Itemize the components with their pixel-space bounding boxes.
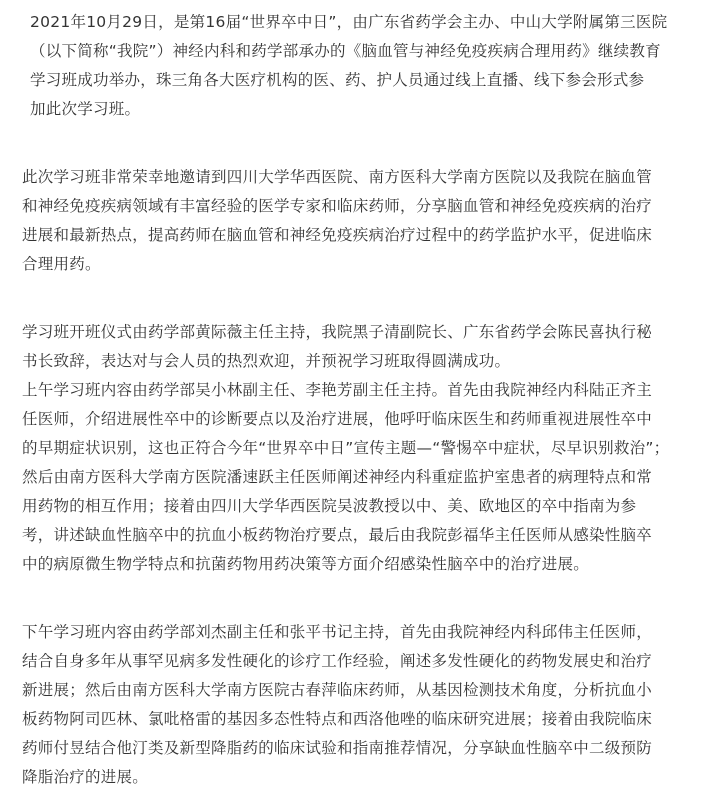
text-line: 用药物的相互作用；接着由四川大学华西医院吴波教授以中、美、欧地区的卒中指南为参 — [22, 497, 637, 515]
text-line: 和神经免疫疾病领域有丰富经验的医学专家和临床药师，分享脑血管和神经免疫疾病的治疗 — [22, 197, 653, 215]
text-line: 合理用药。 — [22, 255, 101, 273]
text-line: 板药物阿司匹林、氯吡格雷的基因多态性特点和西洛他唑的临床研究进展；接着由我院临床 — [22, 710, 653, 728]
text-line: 加此次学习班。 — [30, 100, 141, 118]
text-line: 上午学习班内容由药学部吴小林副主任、李艳芳副主任主持。首先由我院神经内科陆正齐主 — [22, 381, 653, 399]
text-line: 药师付昱结合他汀类及新型降脂药的临床试验和指南推荐情况，分享缺血性脑卒中二级预防 — [22, 739, 653, 757]
text-line: 任医师，介绍进展性卒中的诊断要点以及治疗进展，他呼吁临床医生和药师重视进展性卒中 — [22, 410, 653, 428]
text-line: 降脂治疗的进展。 — [22, 768, 149, 786]
text-line: 学习班开班仪式由药学部黄际薇主任主持，我院黑子清副院长、广东省药学会陈民喜执行秘 — [22, 323, 653, 341]
text-line: 学习班成功举办，珠三角各大医疗机构的医、药、护人员通过线上直播、线下参会形式参 — [30, 71, 645, 89]
text-line: 2021年10月29日，是第16届“世界卒中日”，由广东省药学会主办、中山大学附属第三医院 — [30, 13, 668, 31]
text-line: （以下简称“我院”）神经内科和药学部承办的《脑血管与神经免疫疾病合理用药》继续教育 — [30, 42, 661, 60]
text-line: 此次学习班非常荣幸地邀请到四川大学华西医院、南方医科大学南方医院以及我院在脑血管 — [22, 168, 653, 186]
text-line: 的早期症状识别，这也正符合今年“世界卒中日”宣传主题—“警惕卒中症状，尽早识别救治”； — [22, 439, 670, 457]
text-line: 进展和最新热点，提高药师在脑血管和神经免疫疾病治疗过程中的药学监护水平，促进临床 — [22, 226, 653, 244]
text-line: 新进展；然后由南方医科大学南方医院古春萍临床药师，从基因检测技术角度，分析抗血小 — [22, 681, 653, 699]
text-line: 然后由南方医科大学南方医院潘速跃主任医师阐述神经内科重症监护室患者的病理特点和常 — [22, 468, 653, 486]
text-line: 下午学习班内容由药学部刘杰副主任和张平书记主持，首先由我院神经内科邱伟主任医师， — [22, 623, 653, 641]
text-line: 中的病原微生物学特点和抗菌药物用药决策等方面介绍感染性脑卒中的治疗进展。 — [22, 555, 590, 573]
text-line: 考，讲述缺血性脑卒中的抗血小板药物治疗要点，最后由我院彭福华主任医师从感染性脑卒 — [22, 526, 653, 544]
text-line: 书长致辞，表达对与会人员的热烈欢迎，并预祝学习班取得圆满成功。 — [22, 352, 511, 370]
text-line: 结合自身多年从事罕见病多发性硬化的诊疗工作经验，阐述多发性硬化的药物发展史和治疗 — [22, 652, 653, 670]
